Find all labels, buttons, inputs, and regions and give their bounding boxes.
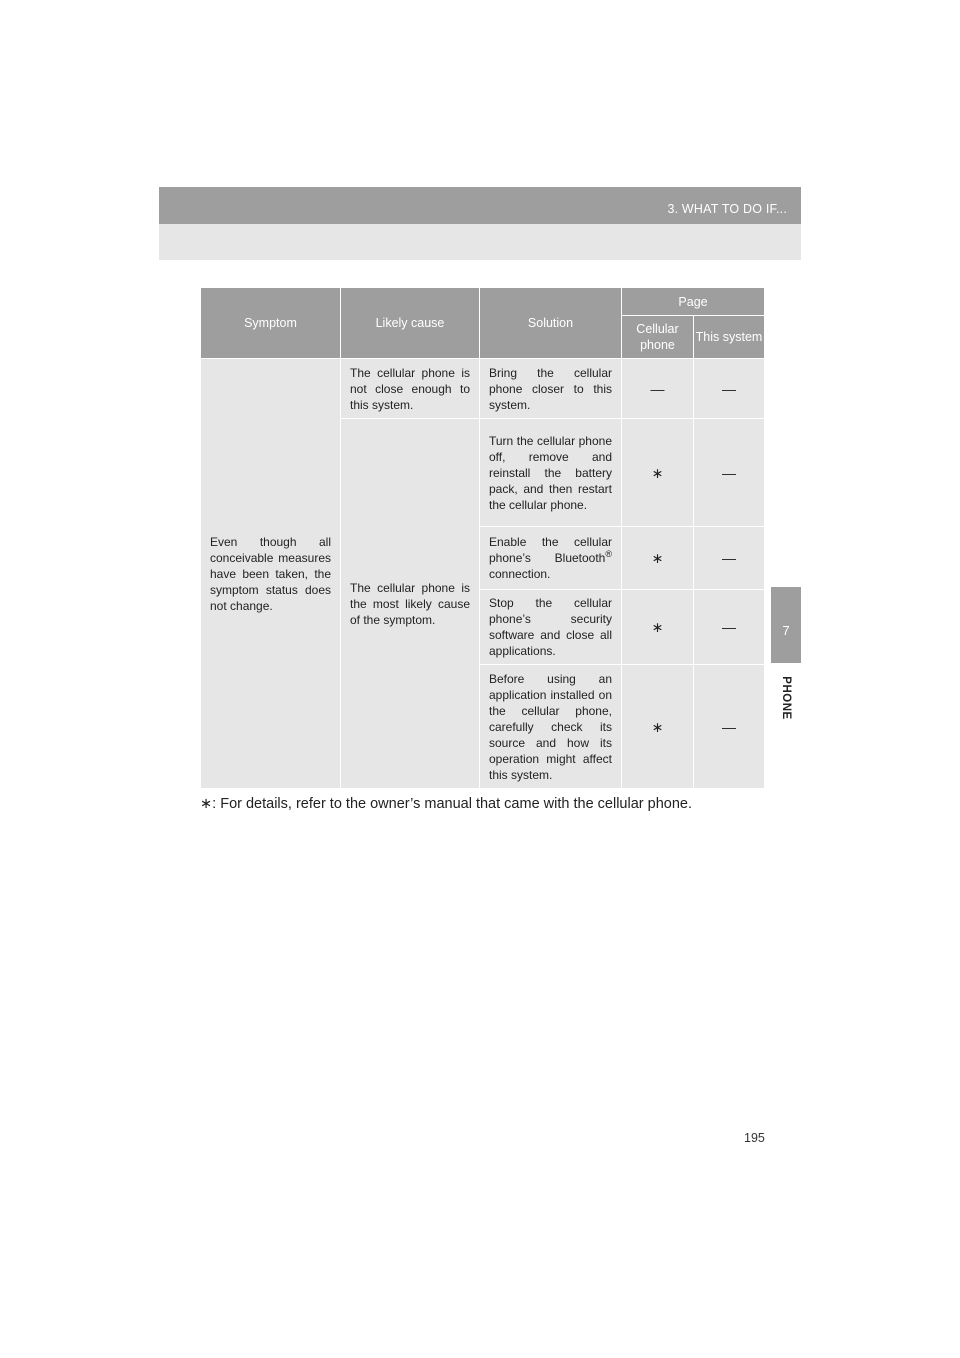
- header-symptom: Symptom: [201, 288, 341, 359]
- cellular-phone-page: ∗: [622, 419, 694, 527]
- header-subbar: [159, 224, 801, 260]
- solution-text: Enable the cellular phone’s Bluetooth: [489, 535, 612, 565]
- troubleshooting-table: [200, 287, 765, 789]
- solution-cell: Bring the cellular phone closer to this system.: [480, 359, 622, 419]
- this-system-page: —: [694, 359, 765, 419]
- header-solution: Solution: [480, 288, 622, 359]
- footnote: ∗: For details, refer to the owner’s manual that came with the cellular phone.: [200, 796, 692, 812]
- chapter-number: 7: [782, 623, 790, 638]
- solution-text-end: connection.: [489, 567, 551, 581]
- header-this-system: This system: [694, 316, 765, 359]
- solution-cell: Turn the cellular phone off, remove and reinstall the battery pack, and then restart the cellular phone.: [480, 419, 622, 527]
- header-page: Page: [622, 288, 765, 316]
- solution-cell: Before using an application installed on the cellular phone, carefully check its source and how its operation might affect this system.: [480, 665, 622, 789]
- header-likely-cause: Likely cause: [341, 288, 480, 359]
- cellular-phone-page: —: [622, 359, 694, 419]
- cause-cell: The cellular phone is not close enough to this system.: [341, 359, 480, 419]
- cause-cell: The cellular phone is the most likely cause of the symptom.: [341, 419, 480, 789]
- cellular-phone-page: ∗: [622, 590, 694, 665]
- chapter-label-text: PHONE: [780, 676, 792, 720]
- header-bar: [159, 187, 801, 224]
- page-number: 195: [744, 1131, 765, 1145]
- symptom-cell: Even though all conceivable measures have been taken, the symptom status does not change.: [201, 359, 341, 789]
- this-system-page: —: [694, 665, 765, 789]
- chapter-tab: [771, 587, 801, 663]
- header-cellular-phone: Cellular phone: [622, 316, 694, 359]
- cellular-phone-page: ∗: [622, 527, 694, 590]
- this-system-page: —: [694, 527, 765, 590]
- solution-cell: Stop the cellular phone’s security software and close all applications.: [480, 590, 622, 665]
- cellular-phone-page: ∗: [622, 665, 694, 789]
- section-title: 3. WHAT TO DO IF...: [667, 202, 787, 216]
- this-system-page: —: [694, 590, 765, 665]
- solution-cell: [480, 527, 622, 590]
- chapter-label: [771, 668, 801, 728]
- this-system-page: —: [694, 419, 765, 527]
- registered-mark: ®: [605, 549, 612, 559]
